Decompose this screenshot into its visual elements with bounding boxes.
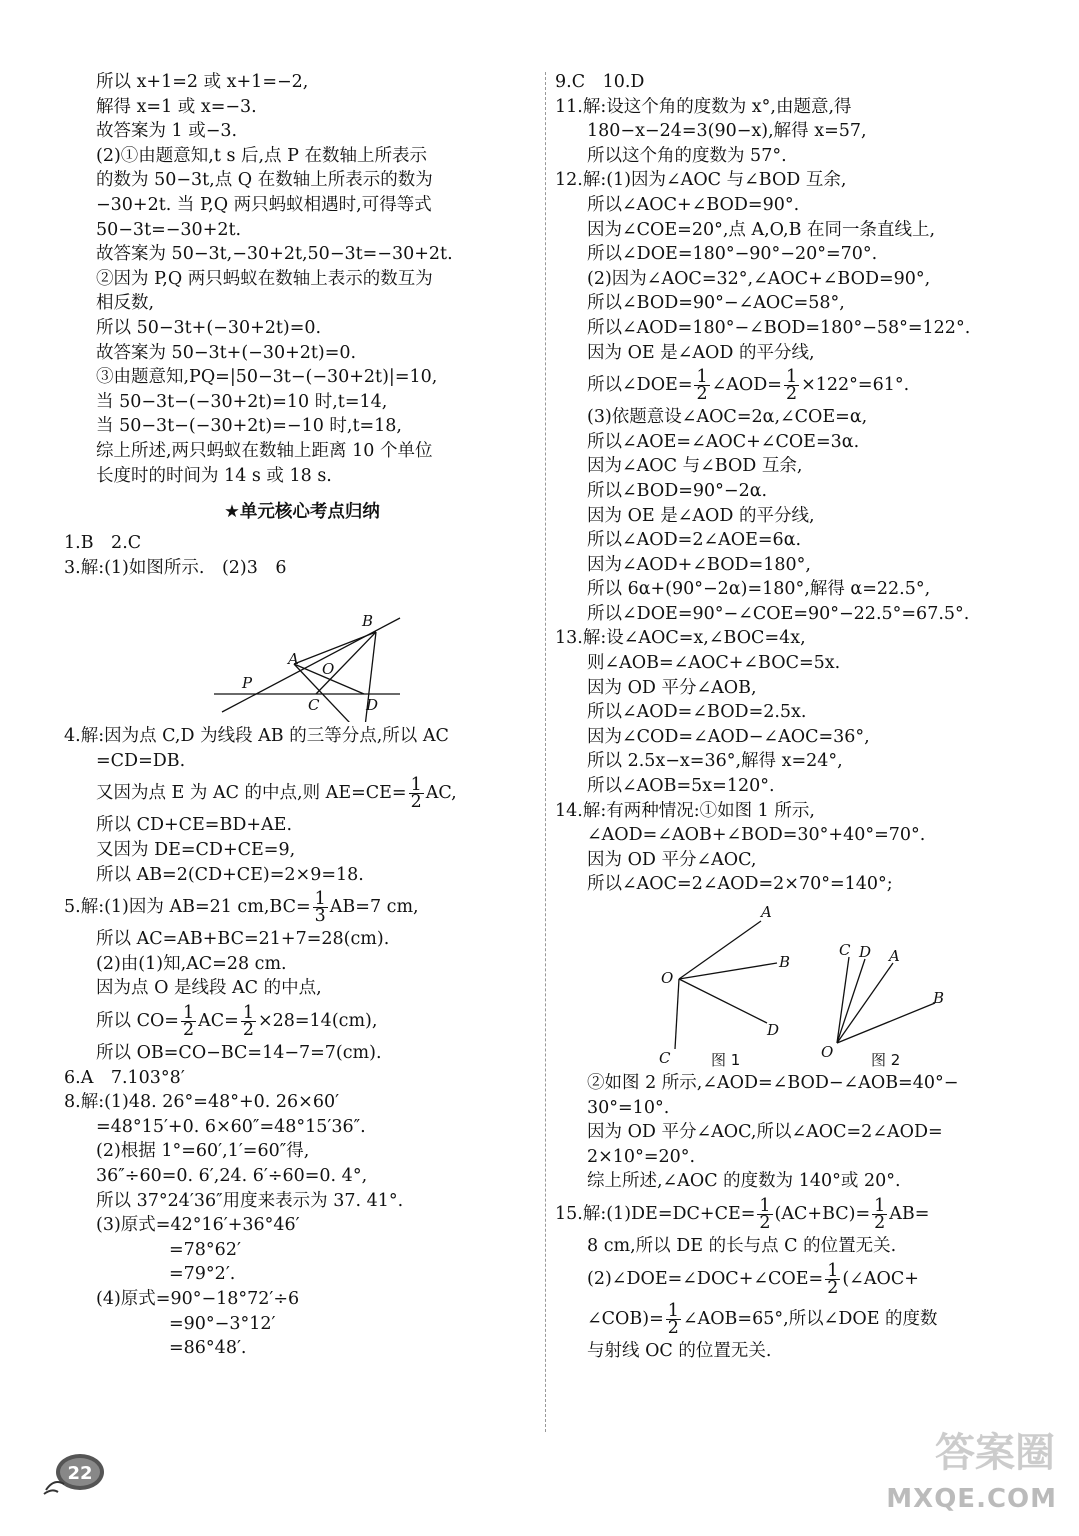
fig2-label-b: B [933, 989, 945, 1007]
answer-line: 13.解:设∠AOC=x,∠BOC=4x, [555, 628, 806, 649]
answer-line: 所以∠AOC=2∠AOD=2×70°=140°; [587, 874, 893, 895]
text-line: 综上所述,两只蚂蚁在数轴上距离 10 个单位 [96, 440, 433, 461]
section-heading: ★单元核心考点归纳 [224, 502, 380, 523]
label-p: P [242, 674, 253, 693]
answer-line: (3)原式=42°16′+36°46′ [96, 1215, 300, 1236]
answer-line: 所以 6α+(90°−2α)=180°,解得 α=22.5°, [587, 579, 931, 600]
q14-angle-figures [555, 899, 1035, 1069]
text-line: ③由题意知,PQ=|50−3t−(−30+2t)|=10, [96, 367, 438, 388]
answer-line: 因为 OD 平分∠AOC, [587, 849, 757, 870]
answer-line: 14.解:有两种情况:①如图 1 所示, [555, 800, 815, 821]
answer-line: 所以∠DOE= $\frac{1}{2}$ ∠AOD= $\frac{1}{2}$ ×122°=61°. [587, 367, 910, 405]
answer-line: 所以∠AOB=5x=120°. [587, 776, 775, 797]
fig2-label-a: A [889, 947, 900, 965]
text-line: 故答案为 1 或−3. [96, 121, 238, 142]
answer-line: ∠COB)= $\frac{1}{2}$ ∠AOB=65°,所以∠DOE 的度数 [587, 1300, 938, 1338]
answer-line: 所以∠BOD=90°−2α. [587, 480, 768, 501]
answer-line: =48°15′+0. 6×60″=48°15′36″. [96, 1116, 366, 1137]
fig1-label-c: C [659, 1049, 671, 1067]
answer-line: =79°2′. [169, 1264, 236, 1285]
fraction-half: $\frac{1}{2}$ [410, 775, 422, 813]
answer-line: 所以∠AOD=2∠AOE=6α. [587, 530, 802, 551]
text-line: −30+2t. 当 P,Q 两只蚂蚁相遇时,可得等式 [96, 194, 432, 215]
fraction-half: $\frac{1}{2}$ [242, 1003, 254, 1041]
answer-line: =78°62′ [169, 1239, 241, 1260]
page-number: 22 [67, 1463, 93, 1484]
text-line: ②因为 P,Q 两只蚂蚁在数轴上表示的数互为 [96, 268, 433, 289]
fig2-label-d: D [859, 943, 872, 961]
watermark-logo: 答案圈 [935, 1430, 1055, 1476]
q3-geometry-figure [64, 582, 540, 722]
text-line: 解得 x=1 或 x=−3. [96, 96, 257, 117]
answer-line: 因为∠COD=∠AOD−∠AOC=36°, [587, 726, 870, 747]
answer-line: 所以∠AOE=∠AOC+∠COE=3α. [587, 431, 860, 452]
label-o: O [322, 660, 335, 679]
fig1-label-d: D [767, 1021, 780, 1039]
answer-line: 又因为 DE=CD+CE=9, [96, 840, 296, 861]
answer-line: 所以 OB=CO−BC=14−7=7(cm). [96, 1043, 382, 1064]
answer-line: 因为∠AOC 与∠BOD 互余, [587, 456, 803, 477]
answer-line: ②如图 2 所示,∠AOD=∠BOD−∠AOB=40°− [587, 1073, 959, 1093]
answer-line: 所以 AC=AB+BC=21+7=28(cm). [96, 929, 390, 950]
answer-line: 所以∠AOD=180°−∠BOD=180°−58°=122°. [587, 317, 971, 338]
answer-line: ∠AOD=∠AOB+∠BOD=30°+40°=70°. [587, 825, 926, 846]
fig1-label-b: B [779, 953, 791, 971]
answer-line: 4.解:因为点 C,D 为线段 AB 的三等分点,所以 AC [64, 726, 449, 747]
text-line: 故答案为 50−3t,−30+2t,50−3t=−30+2t. [96, 244, 453, 265]
answer-line: =90°−3°12′ [169, 1313, 276, 1334]
watermark-url: MXQE.COM [886, 1484, 1057, 1514]
answer-line: 因为∠AOD+∠BOD=180°, [587, 554, 811, 575]
answer-line: 因为 OD 平分∠AOB, [587, 677, 757, 698]
text-line: 50−3t=−30+2t. [96, 219, 242, 240]
answer-line: 因为 OE 是∠AOD 的平分线, [587, 342, 815, 363]
answer-line: 综上所述,∠AOC 的度数为 140°或 20°. [587, 1171, 901, 1192]
answer-line: 所以 AB=2(CD+CE)=2×9=18. [96, 864, 364, 885]
answer-line: 因为∠COE=20°,点 A,O,B 在同一条直线上, [587, 219, 936, 240]
label-b: B [362, 612, 374, 631]
answer-line: 36″÷60=0. 6′,24. 6′÷60=0. 4°, [96, 1166, 368, 1186]
answer-line: 所以∠DOE=90°−∠COE=90°−22.5°=67.5°. [587, 603, 970, 624]
fig1-label-o: O [661, 969, 674, 987]
answer-line: 12.解:(1)因为∠AOC 与∠BOD 互余, [555, 170, 847, 191]
answer-line: 因为 OD 平分∠AOC,所以∠AOC=2∠AOD= [587, 1122, 943, 1143]
answer-line: (2)∠DOE=∠DOC+∠COE= $\frac{1}{2}$ (∠AOC+ [587, 1260, 919, 1298]
answer-line: 2×10°=20°. [587, 1146, 696, 1167]
fig2-label-o: O [821, 1043, 834, 1061]
answer-line: 所以 CO= $\frac{1}{2}$ AC= $\frac{1}{2}$ ×28=14(cm), [96, 1003, 378, 1041]
text-line: 当 50−3t−(−30+2t)=10 时,t=14, [96, 391, 388, 412]
left-column [64, 70, 540, 1361]
text-line: 所以 x+1=2 或 x+1=−2, [96, 72, 309, 92]
answer-line: 5.解:(1)因为 AB=21 cm,BC= $\frac{1}{3}$ AB=7 cm, [64, 889, 419, 927]
answer-line: 所以 2.5x−x=36°,解得 x=24°, [587, 751, 843, 772]
fraction-half: $\frac{1}{2}$ [182, 1003, 195, 1041]
answer-line: 6.A 7.103°8′ [64, 1067, 185, 1088]
text-line: 的数为 50−3t,点 Q 在数轴上所表示的数为 [96, 170, 433, 191]
answer-line: 1.B 2.C [64, 533, 142, 554]
answer-line: (2)由(1)知,AC=28 cm. [96, 953, 287, 974]
answer-line: 所以∠AOD=∠BOD=2.5x. [587, 702, 807, 723]
answer-line: 所以 37°24′36″用度来表示为 37. 41°. [96, 1190, 404, 1211]
label-c: C [308, 696, 320, 715]
answer-line: 所以这个角的度数为 57°. [587, 145, 787, 166]
answer-line: 与射线 OC 的位置无关. [587, 1340, 772, 1361]
answer-line: 30°=10°. [587, 1097, 670, 1118]
answer-line: 180−x−24=3(90−x),解得 x=57, [587, 121, 867, 142]
fraction-half: $\frac{1}{2}$ [785, 367, 798, 405]
answer-line: 所以∠BOD=90°−∠AOC=58°, [587, 293, 845, 314]
answer-line: (2)因为∠AOC=32°,∠AOC+∠BOD=90°, [587, 268, 931, 289]
answer-line: 8 cm,所以 DE 的长与点 C 的位置无关. [587, 1235, 897, 1256]
answer-line: 所以 CD+CE=BD+AE. [96, 815, 293, 836]
text-line: (2)①由题意知,t s 后,点 P 在数轴上所表示 [96, 145, 427, 166]
answer-line: 8.解:(1)48. 26°=48°+0. 26×60′ [64, 1092, 340, 1113]
right-column [555, 70, 1035, 1363]
label-a: A [288, 650, 299, 669]
text-line: 故答案为 50−3t+(−30+2t)=0. [96, 342, 357, 363]
answer-line: 11.解:设这个角的度数为 x°,由题意,得 [555, 96, 852, 117]
fraction-third: $\frac{1}{3}$ [314, 889, 326, 927]
answer-line: =86°48′. [169, 1338, 247, 1359]
text-line: 所以 50−3t+(−30+2t)=0. [96, 317, 322, 338]
answer-line: (2)根据 1°=60′,1′=60″得, [96, 1141, 310, 1162]
answer-line: 所以∠AOC+∠BOD=90°. [587, 194, 800, 215]
answer-line: 9.C 10.D [555, 72, 645, 92]
answer-line: 所以∠DOE=180°−90°−20°=70°. [587, 244, 878, 265]
fig1-label-a: A [761, 903, 772, 921]
fig2-label-c: C [839, 941, 851, 959]
fraction-half: $\frac{1}{2}$ [874, 1195, 886, 1233]
answer-line: 15.解:(1)DE=DC+CE= $\frac{1}{2}$ (AC+BC)= $\frac{1}{2}$ AB= [555, 1195, 930, 1233]
answer-line: 则∠AOB=∠AOC+∠BOC=5x. [587, 653, 841, 674]
figure-1-caption: 图 1 [711, 1051, 741, 1069]
text-line: 相反数, [96, 293, 155, 314]
fraction-half: $\frac{1}{2}$ [759, 1195, 771, 1233]
answer-line: 3.解:(1)如图所示. (2)3 6 [64, 557, 287, 578]
fraction-half: $\frac{1}{2}$ [696, 367, 708, 405]
figure-2-caption: 图 2 [871, 1051, 901, 1069]
answer-line: 因为点 O 是线段 AC 的中点, [96, 978, 322, 999]
label-d: D [366, 696, 379, 715]
text-line: 当 50−3t−(−30+2t)=−10 时,t=18, [96, 416, 402, 437]
answer-line: (3)依题意设∠AOC=2α,∠COE=α, [587, 407, 868, 428]
answer-line: =CD=DB. [96, 750, 186, 771]
answer-line: 因为 OE 是∠AOD 的平分线, [587, 505, 815, 526]
text-line: 长度时的时间为 14 s 或 18 s. [96, 465, 332, 486]
column-divider [545, 72, 546, 1432]
fraction-half: $\frac{1}{2}$ [827, 1260, 839, 1298]
page-number-badge [40, 1448, 110, 1498]
fraction-half: $\frac{1}{2}$ [667, 1300, 679, 1338]
answer-line: (4)原式=90°−18°72′÷6 [96, 1288, 300, 1309]
answer-line: 又因为点 E 为 AC 的中点,则 AE=CE= $\frac{1}{2}$ AC, [96, 775, 457, 813]
